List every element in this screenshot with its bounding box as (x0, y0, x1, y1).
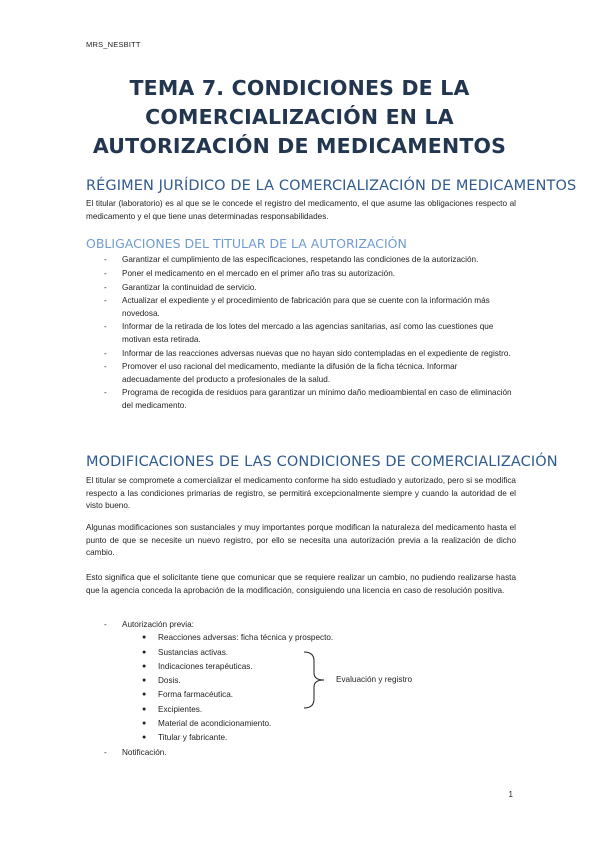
bullet-marker: ● (142, 634, 147, 642)
dash-marker: - (104, 255, 107, 264)
modificaciones-paragraph-1: El titular se compromete a comercializar el medicamento conforme ha sido estudiado y autorizado, pero si se modifica respecto a las condiciones primarias de registro, se permitirá excepcionalmente siempre y cuando la autoridad de el visto bueno. (86, 476, 516, 510)
page-title: TEMA 7. CONDICIONES DE LA COMERCIALIZACIÓN EN LA AUTORIZACIÓN DE MEDICAMENTOS (92, 76, 507, 158)
modificaciones-list (0, 619, 599, 761)
sublist-item-text: Reacciones adversas: ficha técnica y prospecto. (158, 633, 334, 643)
prior-authorization-label: Autorización previa: (122, 620, 194, 629)
bullet-marker: ● (142, 677, 147, 685)
list-item (0, 295, 599, 320)
sublist-item-text: Sustancias activas. (158, 647, 229, 657)
list-item (0, 321, 599, 346)
dash-marker: - (104, 748, 107, 758)
bullet-marker: ● (142, 662, 147, 670)
list-item-notification (0, 747, 599, 759)
bullet-marker: ● (142, 734, 147, 742)
list-item (0, 361, 599, 386)
bullet-marker: ● (142, 691, 147, 699)
list-item-text: Poner el medicamento en el mercado en el primer año tras su autorización. (122, 268, 396, 278)
sublist-item (122, 631, 517, 645)
sublist-item-text: Forma farmacéutica. (158, 690, 234, 700)
header-author: MRS_NESBITT (86, 40, 141, 49)
page-number: 1 (508, 790, 513, 799)
dash-marker: - (104, 296, 107, 306)
modificaciones-paragraph-3: Esto significa que el solicitante tiene que comunicar que se requiere realizar un cambio, no pudiendo realizarse hasta que la agencia conceda la aprobación de la modificación, consiguiendo una licencia en caso de resolución positiva. (86, 573, 516, 595)
list-item-text: Informar de las reacciones adversas nuevas que no hayan sido contempladas en el expediente de registro. (122, 348, 511, 358)
section-heading-regimen: RÉGIMEN JURÍDICO DE LA COMERCIALIZACIÓN DE MEDICAMENTOS (86, 178, 577, 194)
bullet-marker: ● (142, 720, 147, 728)
brace-label: Evaluación y registro (336, 675, 412, 684)
notification-label: Notificación. (122, 748, 167, 758)
bullet-marker: ● (142, 648, 147, 656)
dash-marker: - (104, 388, 107, 398)
bullet-marker: ● (142, 705, 147, 713)
sublist-item-text: Titular y fabricante. (158, 733, 228, 743)
list-item (0, 254, 599, 266)
grouping-brace-icon (302, 651, 326, 709)
list-item-text: Actualizar el expediente y el procedimiento de fabricación para que se cuente con la información más novedosa. (122, 296, 490, 318)
obligaciones-list (0, 254, 599, 414)
sublist-item-text: Excipientes. (158, 704, 203, 714)
list-item (0, 268, 599, 280)
sublist-item (122, 731, 517, 745)
modificaciones-paragraph-2: Algunas modificaciones son sustanciales y muy importantes porque modifican la naturaleza del medicamento hasta el punto de que se necesite un nuevo registro, por ello se necesita una autorización previa a la realización de dicho cambio. (86, 523, 516, 557)
list-item (0, 387, 599, 412)
list-item-text: Garantizar el cumplimiento de las especificaciones, respetando las condiciones de la autorización. (122, 255, 479, 264)
dash-marker: - (104, 348, 107, 358)
dash-marker: - (104, 620, 107, 629)
list-item (0, 282, 599, 294)
sublist-item-text: Indicaciones terapéuticas. (158, 661, 253, 671)
regimen-paragraph: El titular (laboratorio) es al que se le concede el registro del medicamento, el que asume las obligaciones respecto al medicamento y el que tiene unas determinadas responsabilidades. (86, 199, 516, 221)
dash-marker: - (104, 322, 107, 332)
sublist-item-text: Material de acondicionamiento. (158, 719, 272, 729)
dash-marker: - (104, 268, 107, 278)
list-item-text: Informar de la retirada de los lotes del mercado a las agencias sanitarias, así como las cuestiones que motivan esta retirada. (122, 322, 494, 344)
dash-marker: - (104, 362, 107, 372)
sublist-item-text: Dosis. (158, 676, 181, 686)
section-heading-modificaciones: MODIFICACIONES DE LAS CONDICIONES DE COMERCIALIZACIÓN (86, 454, 558, 470)
list-item-prior-authorization (0, 619, 599, 746)
sublist-item (122, 717, 517, 731)
list-item-text: Programa de recogida de residuos para garantizar un mínimo daño medioambiental en caso de eliminación del medicamento. (122, 388, 512, 410)
subsection-heading-obligaciones: OBLIGACIONES DEL TITULAR DE LA AUTORIZACIÓN (86, 236, 407, 251)
list-item (0, 348, 599, 360)
list-item-text: Promover el uso racional del medicamento, mediante la difusión de la ficha técnica. Informar adecuadamente del producto a profesionales de la salud. (122, 362, 458, 384)
dash-marker: - (104, 282, 107, 292)
list-item-text: Garantizar la continuidad de servicio. (122, 282, 257, 292)
